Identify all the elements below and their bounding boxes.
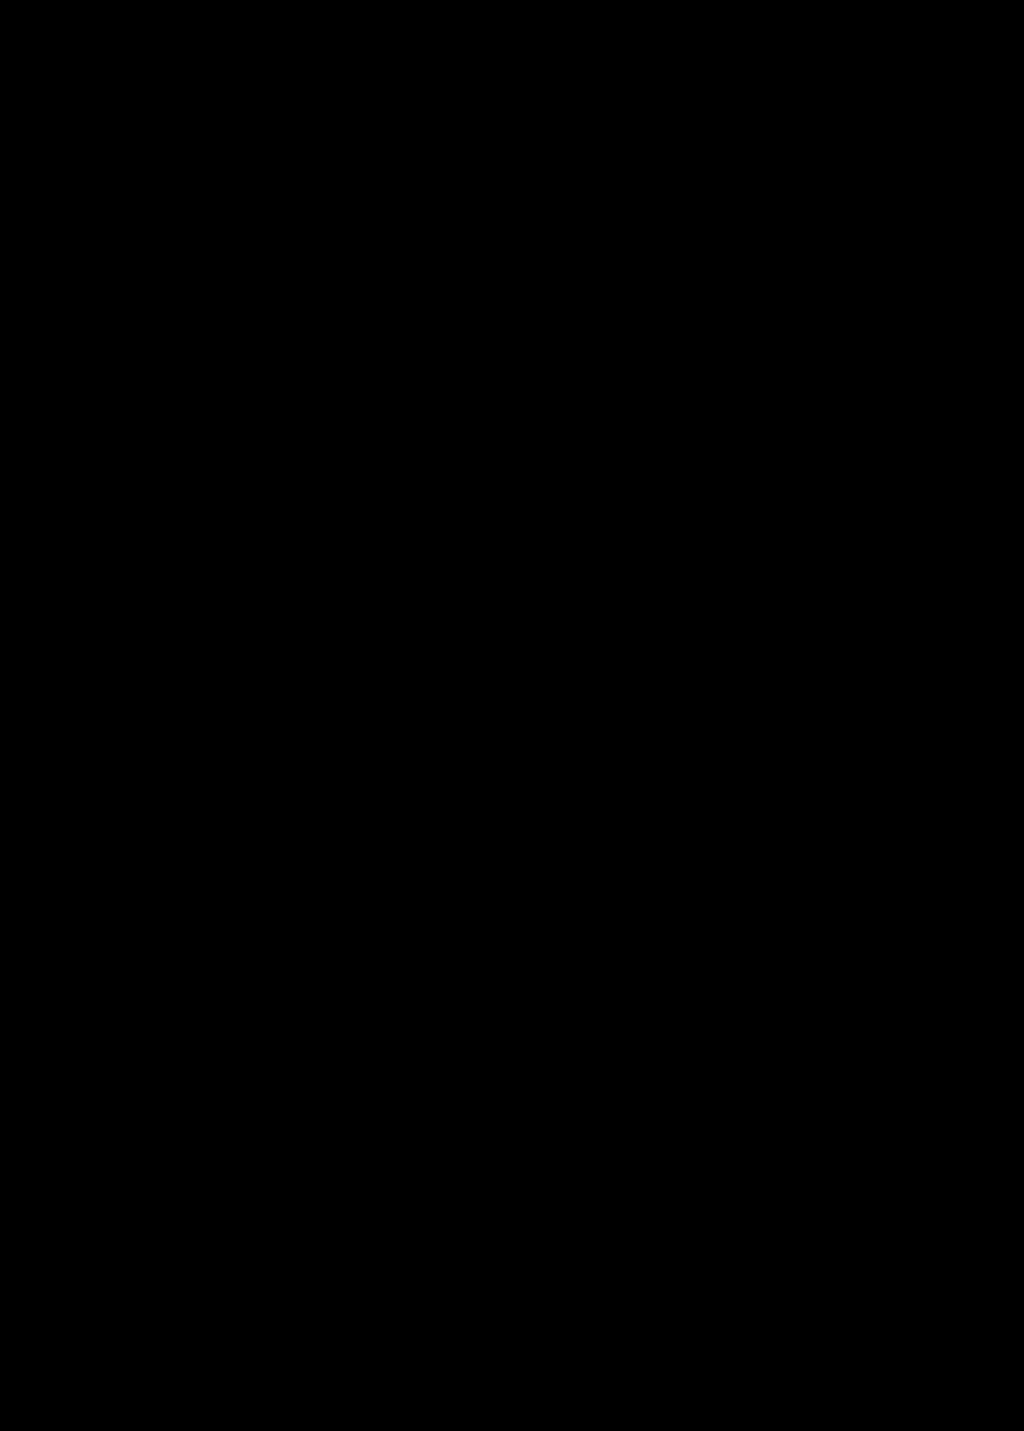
- agenda-item-label: i): [218, 91, 229, 111]
- paragraph: W głosowaniu jawnym wniosek został przyjęty większością głosów ( 12 głosów „za”, 2 głosy „przeciw”, 1 głos „wstrzymujący”): [174, 877, 906, 923]
- numbered-item-text: Odczytanie podań skierowanych do Przewodniczącego i Rady Gminy.: [230, 510, 692, 530]
- numbered-item-7: [174, 508, 906, 534]
- agenda-item-h: [174, 36, 906, 88]
- new-agenda-label: 3.: [226, 1086, 239, 1106]
- document-body: [174, 36, 906, 1110]
- agenda-item-text: W sprawie wstępnej lokalizacji przystanków komunikacyjnych na terenie Gminy Dąbrówka dla zaspokojenia potrzeb mieszkańców.: [254, 458, 906, 504]
- agenda-item-label: p): [218, 458, 232, 478]
- agenda-item-label: n): [218, 379, 232, 399]
- paragraph: W głosowaniu jawnym wniosek został przyjęty jednogłośnie (15 głosami „za” przy obecności 15 Radnych): [174, 746, 879, 766]
- numbered-item-text: Sprawy różne i wolne wnioski.: [230, 536, 434, 556]
- new-agenda-text: Przyjęcie protokołu z ostatniej sesji.: [256, 1086, 494, 1106]
- new-agenda-text: Wybór sekretarza obrad.: [256, 1060, 417, 1080]
- agenda-item-l: [174, 246, 906, 325]
- numbered-item-label: 8.: [206, 536, 219, 556]
- agenda-item-m: [174, 324, 906, 376]
- paragraph: Pan Rosa Sławomir wnioskował o zdjęcie z porządku obrad z pkt.6 podjęcie uchwał, uchwały pod lit. o) w sprawie ustalenia miesięcznych diet dla radnych Rady Gminy z uwzględnieniem pełnionych funkcji oraz dla przewodniczących rad sołeckich.: [174, 772, 906, 844]
- agenda-item-text: w sprawie zmiany uchwały Nr X/78/2015 Rady Gminy Dąbrówka dnia 22 września 2015r. w sprawie zaciągnięcia długoterminowej pożyczki z Wojewódzkiego Funduszu Ochrony Środowiska i Gospodarki Wodnej w Warszawie na sfinansowanie zadania pn. „Budowa wodociągu wraz z przyłączami w miejscowości Ludwinów i Ostrówek”: [254, 143, 906, 242]
- new-agenda-text: Przyjęcie porządku obrad.: [278, 1034, 450, 1054]
- new-agenda-item-1a: [174, 1031, 906, 1057]
- agenda-item-text: w sprawie uchwalenia Wieloletniej Prognozy Finansowej Gminy Dąbrówka na lata 2016-2021: [254, 117, 875, 137]
- agenda-item-text: w sprawie wyrażenia zgody na przystąpienie Gminy Dąbrówka do projektu pn.: ”System Wczesnego Ostrzegania (SWO) przed zjawiskami katastrofalnymi w Powiecie Wołomińskim” w ramach Regionalnego Programu Operacyjnego Województwa Mazowieckiego 2014 – 2020,: [254, 248, 906, 321]
- new-agenda-item-1: [174, 1005, 906, 1031]
- numbered-item-text: Zamknięcie obrad.: [230, 563, 353, 583]
- agenda-item-text: w sprawie uchwalenia Gminnego Programu Profilaktyki, Rozwiązywania problemów Alkoholowych i Przeciwdziałania Narkomanii na 2016 rok: [254, 327, 906, 373]
- agenda-item-i: [174, 88, 906, 114]
- new-agenda-item-2: [174, 1058, 906, 1084]
- new-agenda-label: a): [254, 1034, 267, 1054]
- agenda-item-k: [174, 141, 906, 246]
- agenda-item-o: [174, 403, 906, 455]
- numbered-item-label: 7.: [206, 510, 219, 530]
- agenda-item-label: o): [218, 405, 232, 425]
- agenda-item-label: l): [218, 248, 229, 268]
- agenda-item-text: w sprawie ustalenia wysokości miesięcznego wynagrodzenia Wójtowi Gminy Dąbrówka,: [254, 379, 842, 399]
- agenda-item-n: [174, 377, 906, 403]
- agenda-item-label: m): [218, 327, 237, 347]
- spacer: [174, 927, 906, 953]
- numbered-item-8: [174, 534, 906, 560]
- spacer: [174, 586, 906, 612]
- new-agenda-label: 2.: [226, 1060, 239, 1080]
- agenda-item-text: w sprawie uchwalenia uchwały budżetowej Gminy Dąbrówka na 2016 rok: [254, 91, 744, 111]
- agenda-item-label: k): [218, 143, 232, 163]
- agenda-item-j: [174, 115, 906, 141]
- paragraph: Prowadzący obrady poddał pod głosowanie ww. wniosek.: [174, 851, 554, 871]
- paragraph: Wniosek został poddany pod głosowanie przez przewodniczącego obrad.: [174, 720, 654, 740]
- agenda-item-text: w sprawie ustalenia miesięcznych diet dla radnych Rady Gminy z uwzględnieniem pełnionych funkcji oraz przewodniczący rad sołeckich,: [254, 405, 906, 452]
- agenda-item-p: [174, 455, 906, 507]
- agenda-item-text: w sprawie poboru podatku rolnego, podatku leśnego i podatku od nieruchomości od osób fizycznych w drodze inkasa, określenia inkasentów i wysokości wynagrodzenia za inkaso,: [254, 39, 906, 85]
- closing-paragraph: W dalszej kolejności prowadzący obrady odczytał i poddał pod głosowanie porządek obrad w następującym kształcie:: [174, 955, 906, 1001]
- paragraph: Nawiązując do przedstawionego porządku obrad Zastępca Wójta Pan Zenon Zadrożny poprosił o zdjęcie z porządku obrad w pkt. 6 podjęcie uchwał, uchwały pod lit. b w sprawie przyjęcia Strategii Rozwoju Gminy Dąbrówka na lata 2015 -2023 z uwagi na brak opinii Wojewódzkiego Inspektora Sanitarnego i Regionalnego Dyrektora Ochrony Środowiska.: [174, 615, 906, 713]
- new-agenda-label: 1.: [226, 1008, 239, 1028]
- new-agenda-text: Powitanie i otwarcie obrad.: [256, 1008, 437, 1028]
- agenda-item-label: h): [218, 39, 232, 58]
- numbered-item-label: 9.: [206, 563, 219, 583]
- numbered-item-9: [174, 560, 906, 586]
- agenda-item-label: j): [218, 117, 229, 137]
- new-agenda-item-3: [174, 1084, 906, 1110]
